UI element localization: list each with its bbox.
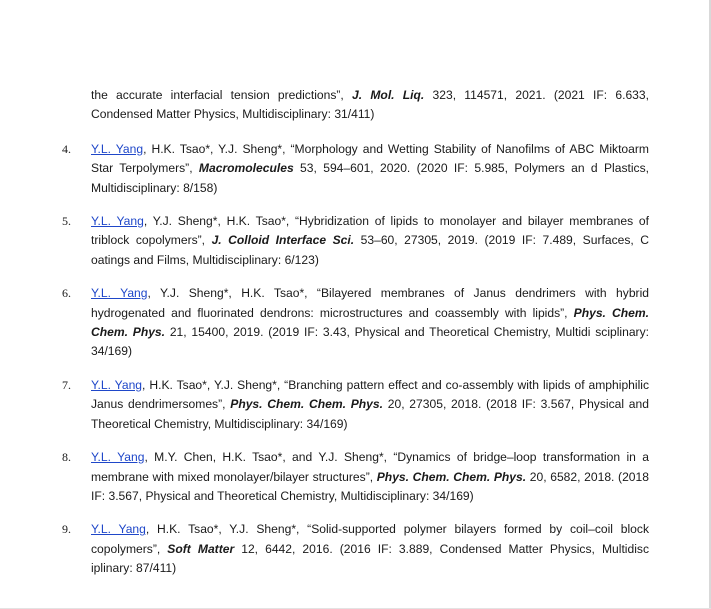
author-link[interactable]: Y.L. Yang (91, 286, 148, 301)
author-link[interactable]: Y.L. Yang (91, 450, 145, 465)
reference-authors: , Y.J. Sheng*, H.K. Tsao*, “Hybridization of lipids to monolayer and bilayer membranes of triblock copolymers”, (91, 214, 649, 248)
reference-item-4 (0, 140, 711, 198)
reference-authors: , M.Y. Chen, H.K. Tsao*, and Y.J. Sheng*, “Dynamics of bridge–loop transformation in a membrane with mixed monolayer/bilayer structures”, (91, 450, 649, 484)
journal-name: Phys. Chem. Chem. Phys. (91, 305, 649, 340)
reference-item-5 (0, 212, 711, 270)
reference-continuation (0, 86, 711, 125)
reference-authors: , H.K. Tsao*, Y.J. Sheng*, “Branching pattern effect and co-assembly with lipids of amphiphilic Janus dendrimersomes”, (91, 377, 650, 412)
reference-authors: , H.K. Tsao*, Y.J. Sheng*, “Morphology and Wetting Stability of Nanofilms of ABC Miktoarm Star Terpolymers”, (91, 141, 649, 176)
author-link[interactable]: Y.L. Yang (91, 522, 146, 537)
author-link[interactable]: Y.L. Yang (91, 214, 144, 229)
journal-name: J. Mol. Liq. (352, 88, 425, 102)
author-link[interactable]: Y.L. Yang (91, 141, 144, 156)
reference-number: 5. (62, 214, 71, 229)
reference-item-7 (0, 376, 711, 434)
reference-item-9 (0, 520, 711, 578)
reference-authors: , Y.J. Sheng*, H.K. Tsao*, “Bilayered membranes of Janus dendrimers with hybrid hydrogenated and fluorinated dendrons: microstructures and coassembly with lipids”, (91, 286, 649, 320)
journal-name: Macromolecules (198, 161, 294, 176)
reference-details: 12, 6442, 2016. (2016 IF: 3.889, Condensed Matter Physics, Multidisc iplinary: 87/411) (91, 541, 649, 576)
reference-number: 7. (62, 377, 71, 392)
journal-name: J. Colloid Interface Sci. (211, 233, 355, 248)
reference-details: 20, 6582, 2018. (2018 IF: 3.567, Physical and Theoretical Chemistry, Multidisciplinary: 34/169) (91, 469, 649, 503)
reference-number: 9. (62, 522, 71, 537)
reference-details: 21, 15400, 2019. (2019 IF: 3.43, Physical and Theoretical Chemistry, Multidi sciplinary: 34/169) (91, 325, 649, 359)
reference-details: 53–60, 27305, 2019. (2019 IF: 7.489, Surfaces, C oatings and Films, Multidisciplinary: 6/123) (91, 233, 649, 267)
reference-details: 323, 114571, 2021. (2021 IF: 6.633, Condensed Matter Physics, Multidisciplinary: 31/411) (91, 88, 649, 122)
reference-number: 8. (62, 450, 71, 465)
reference-number: 4. (62, 141, 71, 156)
reference-item-8 (0, 448, 711, 506)
journal-name: Phys. Chem. Chem. Phys. (230, 397, 383, 412)
reference-details: 53, 594–601, 2020. (2020 IF: 5.985, Polymers an d Plastics, Multidisciplinary: 8/158) (91, 161, 649, 195)
reference-text: the accurate interfacial tension predictions”, (91, 88, 353, 102)
reference-item-6 (0, 284, 711, 362)
reference-details: 20, 27305, 2018. (2018 IF: 3.567, Physical and Theoretical Chemistry, Multidisciplinary: 34/169) (91, 397, 649, 431)
reference-number: 6. (62, 286, 71, 301)
author-link[interactable]: Y.L. Yang (91, 377, 143, 392)
journal-name: Soft Matter (167, 541, 235, 556)
publication-list (0, 86, 711, 593)
journal-name: Phys. Chem. Chem. Phys. (376, 469, 527, 484)
reference-authors: , H.K. Tsao*, Y.J. Sheng*, “Solid-supported polymer bilayers formed by coil–coil block copolymers”, (91, 522, 649, 556)
